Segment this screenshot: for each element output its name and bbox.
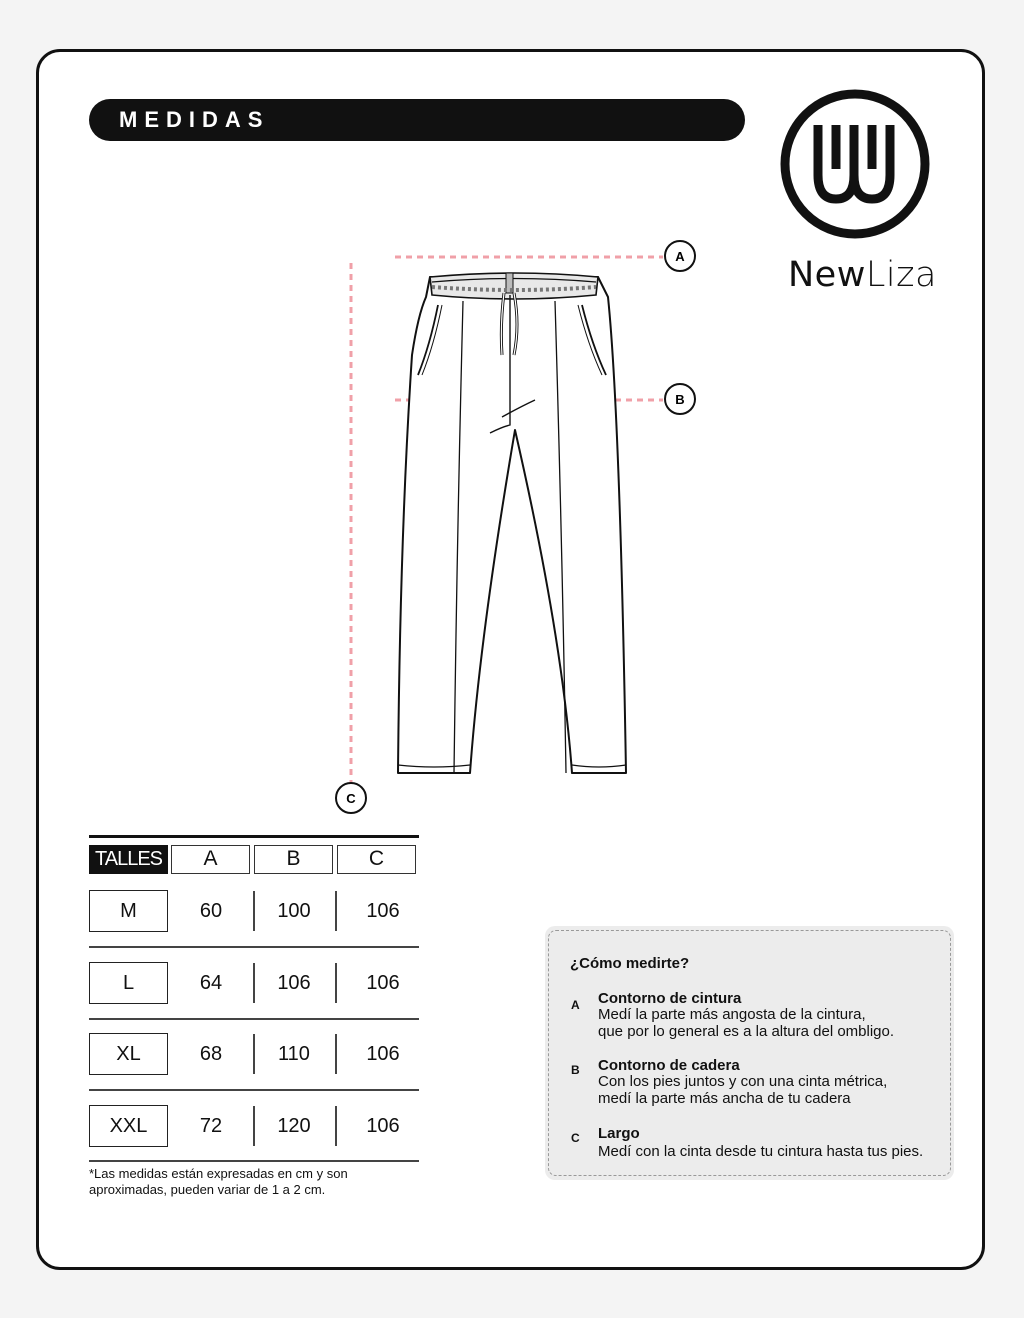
header-talles: TALLES	[89, 845, 168, 874]
table-row	[89, 880, 419, 940]
column-divider	[253, 891, 255, 931]
marker-a: A	[675, 249, 685, 264]
column-divider	[335, 963, 337, 1003]
value-a: 68	[199, 1043, 223, 1065]
table-row	[89, 1023, 419, 1083]
value-a: 72	[199, 1115, 223, 1137]
how-text-hip: Con los pies juntos y con una cinta métrica, medí la parte más ancha de tu cadera	[598, 1073, 888, 1107]
value-c: 106	[366, 1043, 400, 1065]
column-divider	[253, 1106, 255, 1146]
header-c: C	[337, 845, 416, 874]
how-letter-a: A	[571, 998, 580, 1012]
brand-logo-icon	[778, 87, 932, 241]
column-divider	[253, 963, 255, 1003]
size-label: L	[89, 962, 168, 1004]
value-a: 64	[199, 972, 223, 994]
value-c: 106	[366, 1115, 400, 1137]
column-divider	[335, 891, 337, 931]
value-c: 106	[366, 900, 400, 922]
size-label: XL	[89, 1033, 168, 1075]
marker-b: B	[675, 392, 685, 407]
column-divider	[335, 1106, 337, 1146]
how-text-waist: Medí la parte más angosta de la cintura, que por lo general es a la altura del ombligo.	[598, 1006, 895, 1040]
how-text-length: Medí con la cinta desde tu cintura hasta tus pies.	[598, 1143, 924, 1160]
header-b: B	[254, 845, 333, 874]
brand-name-part1: New	[788, 255, 866, 295]
value-b: 120	[277, 1115, 311, 1137]
page-title: MEDIDAS	[119, 107, 270, 132]
value-a: 60	[199, 900, 223, 922]
how-to-title: ¿Cómo medirte?	[570, 955, 690, 972]
table-row	[89, 1095, 419, 1155]
brand-name-part2: Liza	[865, 255, 937, 295]
size-label: M	[89, 890, 168, 932]
value-b: 106	[277, 972, 311, 994]
table-row	[89, 952, 419, 1012]
row-divider	[89, 946, 419, 948]
column-divider	[253, 1034, 255, 1074]
footnote: *Las medidas están expresadas en cm y son aproximadas, pueden variar de 1 a 2 cm.	[89, 1166, 348, 1197]
row-divider	[89, 1018, 419, 1020]
value-b: 110	[278, 1043, 310, 1065]
how-heading-hip: Contorno de cadera	[598, 1057, 740, 1074]
brand-name	[788, 255, 937, 295]
how-heading-waist: Contorno de cintura	[598, 990, 742, 1007]
value-c: 106	[366, 972, 400, 994]
table-top-rule	[89, 835, 419, 838]
how-heading-length: Largo	[598, 1125, 640, 1142]
column-divider	[335, 1034, 337, 1074]
header-a: A	[171, 845, 250, 874]
row-divider	[89, 1160, 419, 1162]
row-divider	[89, 1089, 419, 1091]
size-label: XXL	[89, 1105, 168, 1147]
how-letter-c: C	[571, 1131, 580, 1145]
pants-diagram	[330, 235, 710, 815]
title-bar	[89, 99, 745, 141]
how-letter-b: B	[571, 1063, 580, 1077]
marker-c: C	[346, 791, 356, 806]
value-b: 100	[277, 900, 311, 922]
